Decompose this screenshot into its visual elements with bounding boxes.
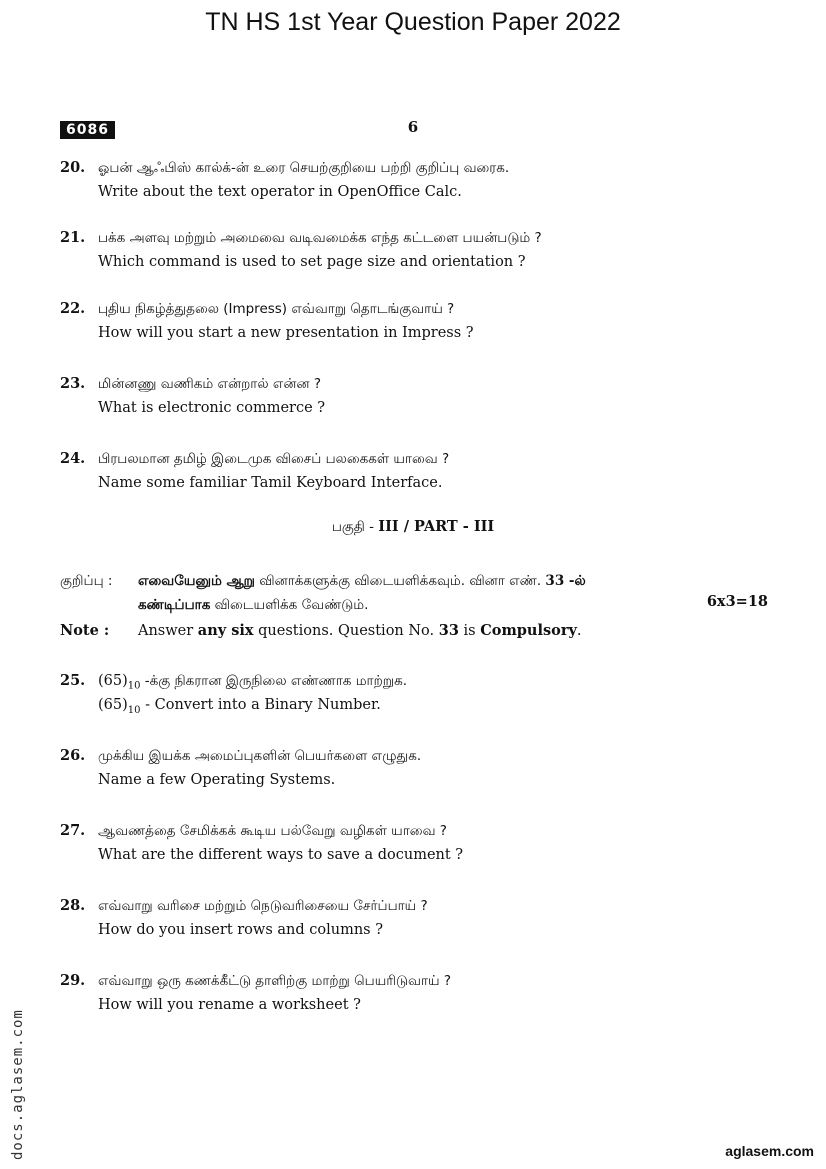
question-text-english: Name some familiar Tamil Keyboard Interface. bbox=[98, 475, 443, 491]
question-text-english: Name a few Operating Systems. bbox=[98, 772, 336, 788]
question-text-tamil: முக்கிய இயக்க அமைப்புகளின் பெயர்களை எழுதுக. bbox=[98, 748, 422, 764]
question-text-english: How will you start a new presentation in Impress ? bbox=[98, 325, 474, 341]
question-text-english: How will you rename a worksheet ? bbox=[98, 997, 361, 1013]
note-tamil-line-2 bbox=[138, 593, 368, 617]
question-text-tamil: ஆவணத்தை சேமிக்கக் கூடிய பல்வேறு வழிகள் யாவை ? bbox=[98, 823, 447, 839]
question-number: 26. bbox=[60, 747, 86, 764]
question-text-tamil-rest: -க்கு நிகரான இருநிலை எண்ணாக மாற்றுக. bbox=[140, 673, 408, 689]
question-number: 25. bbox=[60, 672, 86, 689]
question-text-english bbox=[98, 693, 381, 723]
note-tamil-number: 33 -ல் bbox=[545, 573, 586, 589]
number-subscript: 10 bbox=[127, 680, 141, 692]
question-text-tamil: பிரபலமான தமிழ் இடைமுக விசைப் பலகைகள் யாவை ? bbox=[98, 451, 450, 467]
page-number: 6 bbox=[407, 118, 419, 136]
footer-brand-link[interactable]: aglasem.com bbox=[725, 1143, 814, 1159]
note-english-bold: any six bbox=[197, 622, 254, 639]
note-english-bold: 33 bbox=[438, 622, 459, 639]
question-text-english: Which command is used to set page size and orientation ? bbox=[98, 254, 526, 270]
number-base: (65) bbox=[98, 697, 128, 713]
note-tamil-line-1 bbox=[138, 569, 586, 593]
question-text-english-rest: - Convert into a Binary Number. bbox=[140, 697, 381, 713]
note-english-text: is bbox=[458, 623, 481, 639]
note-tamil-text-2: விடையளிக்க வேண்டும். bbox=[210, 597, 369, 613]
note-english-label: Note : bbox=[60, 622, 110, 639]
question-text-english: How do you insert rows and columns ? bbox=[98, 922, 383, 938]
question-number: 22. bbox=[60, 300, 86, 317]
question-number: 29. bbox=[60, 972, 86, 989]
question-number: 27. bbox=[60, 822, 86, 839]
page-title: TN HS 1st Year Question Paper 2022 bbox=[205, 8, 621, 36]
question-text-english: Write about the text operator in OpenOffice Calc. bbox=[98, 184, 462, 200]
question-text-tamil: ஓபன் ஆஃபிஸ் கால்க்-ன் உரை செயற்குறியை பற்றி குறிப்பு வரைக. bbox=[98, 160, 510, 176]
note-english bbox=[60, 619, 582, 643]
question-number: 21. bbox=[60, 229, 86, 246]
question-text-tamil: மின்னணு வணிகம் என்றால் என்ன ? bbox=[98, 376, 322, 392]
part-heading-english: III / PART - III bbox=[378, 518, 495, 535]
note-english-text: . bbox=[576, 623, 582, 639]
question-number: 23. bbox=[60, 375, 86, 392]
note-english-text: questions. Question No. bbox=[253, 623, 439, 639]
question-number: 28. bbox=[60, 897, 86, 914]
part-heading-tamil: பகுதி - bbox=[331, 519, 379, 535]
question-text-tamil: எவ்வாறு வரிசை மற்றும் நெடுவரிசையை சேர்ப்பாய் ? bbox=[98, 898, 428, 914]
note-tamil-text: வினாக்களுக்கு விடையளிக்கவும். வினா எண். bbox=[254, 573, 546, 589]
paper-code-badge: 6086 bbox=[60, 121, 115, 139]
note-tamil-label: குறிப்பு : bbox=[60, 573, 113, 589]
note-english-bold: Compulsory bbox=[480, 622, 577, 639]
side-watermark: docs.aglasem.com bbox=[10, 1009, 26, 1160]
question-text-tamil: பக்க அளவு மற்றும் அமைவை வடிவமைக்க எந்த கட்டளை பயன்படும் ? bbox=[98, 230, 542, 246]
question-number: 20. bbox=[60, 159, 86, 176]
question-text-english: What are the different ways to save a document ? bbox=[98, 847, 464, 863]
question-text-english: What is electronic commerce ? bbox=[98, 400, 326, 416]
question-text-tamil: புதிய நிகழ்த்துதலை (Impress) எவ்வாறு தொடங்குவாய் ? bbox=[98, 301, 455, 317]
part-heading bbox=[0, 518, 826, 537]
number-subscript: 10 bbox=[127, 704, 141, 716]
number-base: (65) bbox=[98, 673, 128, 689]
note-tamil-bold: எவையேனும் ஆறு bbox=[138, 573, 255, 589]
note-english-text: Answer bbox=[138, 623, 198, 639]
question-text-tamil: எவ்வாறு ஒரு கணக்கீட்டு தாளிற்கு மாற்று பெயரிடுவாய் ? bbox=[98, 973, 452, 989]
marks-label: 6x3=18 bbox=[706, 593, 768, 610]
note-tamil-bold-2: கண்டிப்பாக bbox=[138, 597, 211, 613]
question-number: 24. bbox=[60, 450, 86, 467]
